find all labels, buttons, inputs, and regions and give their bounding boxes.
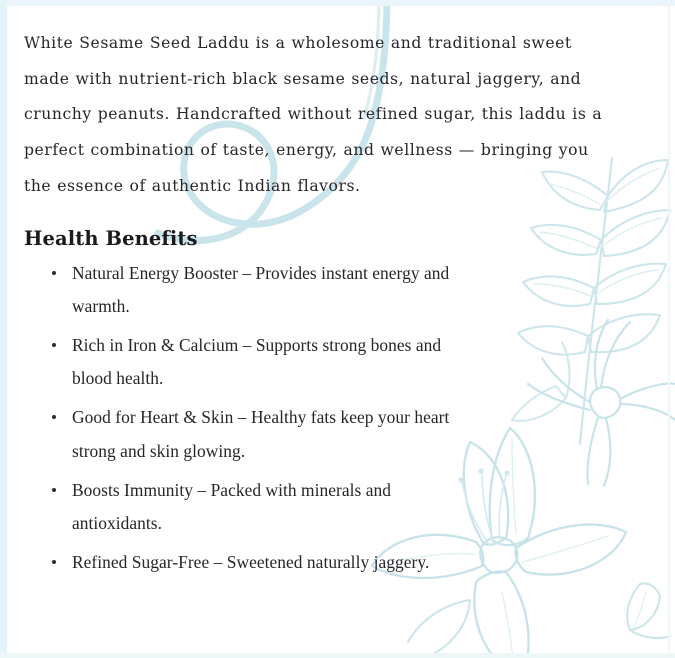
health-benefits-list bbox=[24, 257, 653, 580]
list-item: Good for Heart & Skin – Healthy fats keep your heart strong and skin glowing. bbox=[52, 401, 462, 467]
list-item: Natural Energy Booster – Provides instant energy and warmth. bbox=[52, 257, 462, 323]
section-heading-health-benefits: Health Benefits bbox=[24, 226, 198, 250]
list-item: Rich in Iron & Calcium – Supports strong bones and blood health. bbox=[52, 329, 462, 395]
bottom-edge-band bbox=[0, 653, 675, 658]
list-item: Boosts Immunity – Packed with minerals and antioxidants. bbox=[52, 474, 462, 540]
lower-leaf-line-art bbox=[408, 600, 470, 658]
flower-bud-line-art bbox=[627, 584, 670, 639]
list-item: Refined Sugar-Free – Sweetened naturally jaggery. bbox=[52, 546, 462, 579]
intro-paragraph: White Sesame Seed Laddu is a wholesome and traditional sweet made with nutrient-rich black sesame seeds, natural jaggery, and crunchy peanuts. Handcrafted without refined sugar, this laddu is a perfect combination of taste, energy, and wellness — bringing you the essence of authentic Indian flavors. bbox=[24, 34, 603, 195]
